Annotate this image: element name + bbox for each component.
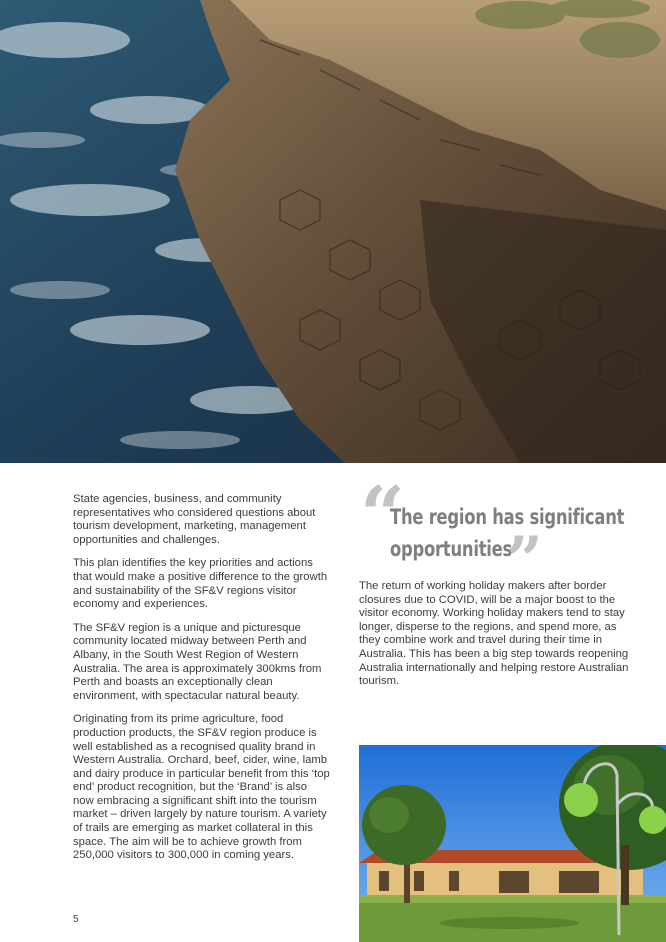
pull-quote [360, 470, 630, 598]
paragraph: State agencies, business, and community representatives who considered questions about tourism development, marketing, management opportunities and challenges. [73, 493, 316, 546]
paragraph: The return of working holiday makers after border closures due to COVID, will be a major boost to the visitor economy. Working holiday makers tend to stay longer, disperse to the regions, and spend more, as they combine work and travel during their time in Australia. This has been a big step towards reopening Australia internationally and helping restore Australian tourism. [359, 580, 629, 688]
left-text-column [73, 493, 330, 873]
paragraph: The SF&V region is a unique and picturesque community located midway between Perth and Albany, in the South West Region of Western Australia. The area is approximately 300kms from Perth and boasts an exceptionally clean environment, with spectacular natural beauty. [73, 621, 322, 702]
open-quote-mark: “ [360, 470, 405, 561]
paragraph: This plan identifies the key priorities and actions that would make a positive difference to the growth and sustainability of the SF&V regions visitor economy and experiences. [73, 557, 328, 611]
pull-quote-line-2: opportunities [390, 537, 513, 561]
right-text-column [359, 580, 639, 689]
hero-photo [0, 0, 666, 463]
paragraph: Originating from its prime agriculture, food production products, the SF&V region produce is well established as a recognised quality brand in Western Australia. Orchard, beef, cider, wine, lamb and dairy produce in particular benefit from this ‘top end’ product recognition, but the ‘Brand’ is also now embracing a significant shift into the tourism market – driven largely by nature tourism. A variety of trails are emerging as market collateral in this space. The aim will be to achieve growth from 250,000 visitors to 300,000 in coming years. [73, 713, 330, 862]
page-number: 5 [73, 914, 79, 925]
close-quote-mark: ” [506, 523, 543, 598]
park-photo [359, 745, 666, 942]
pull-quote-line-1: The region has significant [390, 505, 625, 529]
